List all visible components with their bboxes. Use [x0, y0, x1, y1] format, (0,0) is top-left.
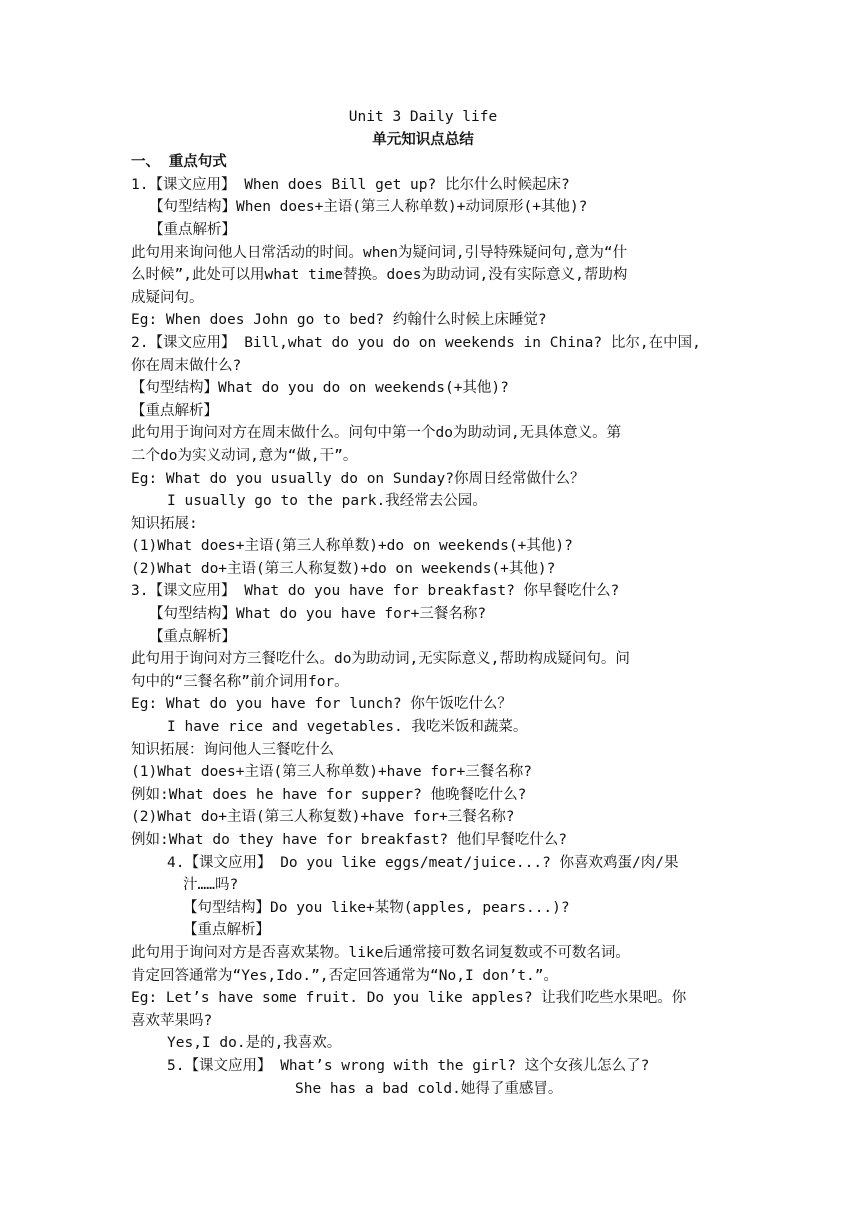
- example-answer-line: Yes,I do.是的,我喜欢。: [167, 1035, 342, 1052]
- point-3-example: 3.【课文应用】 What do you have for breakfast? 你早餐吃什么?: [131, 583, 620, 600]
- document-subtitle: 单元知识点总结: [372, 131, 474, 148]
- paragraph-line: 成疑问句。: [131, 289, 204, 306]
- extension-line: (2)What do+主语(第三人称复数)+have for+三餐名称?: [131, 809, 515, 826]
- paragraph-line: 此句用来询问他人日常活动的时间。when为疑问词,引导特殊疑问句,意为“什: [131, 244, 628, 261]
- example-answer-line: She has a bad cold.她得了重感冒。: [295, 1080, 563, 1097]
- point-3-structure: 【句型结构】What do you have for+三餐名称?: [149, 606, 487, 623]
- paragraph-line: 此句用于询问对方是否喜欢某物。like后通常接可数名词复数或不可数名词。: [131, 944, 630, 961]
- point-4-structure: 【句型结构】Do you like+某物(apples, pears...)?: [183, 899, 570, 916]
- point-5-example: 5.【课文应用】 What’s wrong with the girl? 这个女孩儿怎么了?: [167, 1057, 650, 1074]
- paragraph-line: 此句用于询问对方三餐吃什么。do为助动词,无实际意义,帮助构成疑问句。问: [131, 651, 630, 668]
- example-line: Eg: What do you usually do on Sunday?你周日经常做什么？: [131, 470, 585, 487]
- extension-line: (1)What does+主语(第三人称单数)+have for+三餐名称?: [131, 764, 532, 781]
- paragraph-line: 二个do为实义动词,意为“做,干”。: [131, 447, 358, 464]
- extension-line: (1)What does+主语(第三人称单数)+do on weekends(+其他)?: [131, 538, 573, 555]
- extension-heading: 知识拓展:: [131, 515, 198, 532]
- document-title: Unit 3 Daily life: [348, 109, 498, 125]
- paragraph-line: 肯定回答通常为“Yes,Ido.”,否定回答通常为“No,I don’t.”。: [131, 967, 559, 984]
- extension-line: 例如:What does he have for supper? 他晚餐吃什么?: [131, 786, 527, 803]
- point-3-analysis-heading: 【重点解析】: [149, 628, 236, 645]
- point-1-structure: 【句型结构】When does+主语(第三人称单数)+动词原形(+其他)?: [149, 199, 588, 216]
- paragraph-line: 你在周末做什么?: [131, 357, 242, 374]
- point-4-example: 4.【课文应用】 Do you like eggs/meat/juice...? 你喜欢鸡蛋/肉/果: [167, 854, 679, 871]
- example-answer-line: I usually go to the park.我经常去公园。: [167, 493, 487, 510]
- point-2-analysis-heading: 【重点解析】: [131, 402, 218, 419]
- example-line: Eg: Let’s have some fruit. Do you like apples? 让我们吃些水果吧。你: [131, 990, 687, 1007]
- extension-line: 例如:What do they have for breakfast? 他们早餐吃什么?: [131, 832, 568, 848]
- extension-heading: 知识拓展：询问他人三餐吃什么: [131, 741, 334, 758]
- extension-line: (2)What do+主语(第三人称复数)+do on weekends(+其他)?: [131, 560, 556, 577]
- point-1-example: 1.【课文应用】 When does Bill get up? 比尔什么时候起床?: [131, 176, 570, 193]
- paragraph-line: 么时候”,此处可以用what time替换。does为助动词,没有实际意义,帮助构: [131, 267, 628, 284]
- point-2-structure: 【句型结构】What do you do on weekends(+其他)?: [131, 380, 509, 397]
- point-1-analysis-heading: 【重点解析】: [149, 221, 236, 238]
- paragraph-line: 汁……吗?: [183, 877, 239, 894]
- example-line: Eg: What do you have for lunch? 你午饭吃什么？: [131, 696, 512, 713]
- section-heading: 一、 重点句式: [131, 154, 227, 171]
- example-answer-line: I have rice and vegetables. 我吃米饭和蔬菜。: [167, 719, 528, 736]
- paragraph-line: 句中的“三餐名称”前介词用for。: [131, 673, 349, 690]
- paragraph-line: 此句用于询问对方在周末做什么。问句中第一个do为助动词,无具体意义。第: [131, 425, 622, 442]
- example-line: Eg: When does John go to bed? 约翰什么时候上床睡觉?: [131, 312, 547, 329]
- point-4-analysis-heading: 【重点解析】: [183, 922, 270, 939]
- document-body: [131, 106, 731, 1100]
- paragraph-line: 喜欢苹果吗?: [131, 1012, 213, 1029]
- point-2-example: 2.【课文应用】 Bill,what do you do on weekends in China? 比尔,在中国,: [131, 334, 701, 351]
